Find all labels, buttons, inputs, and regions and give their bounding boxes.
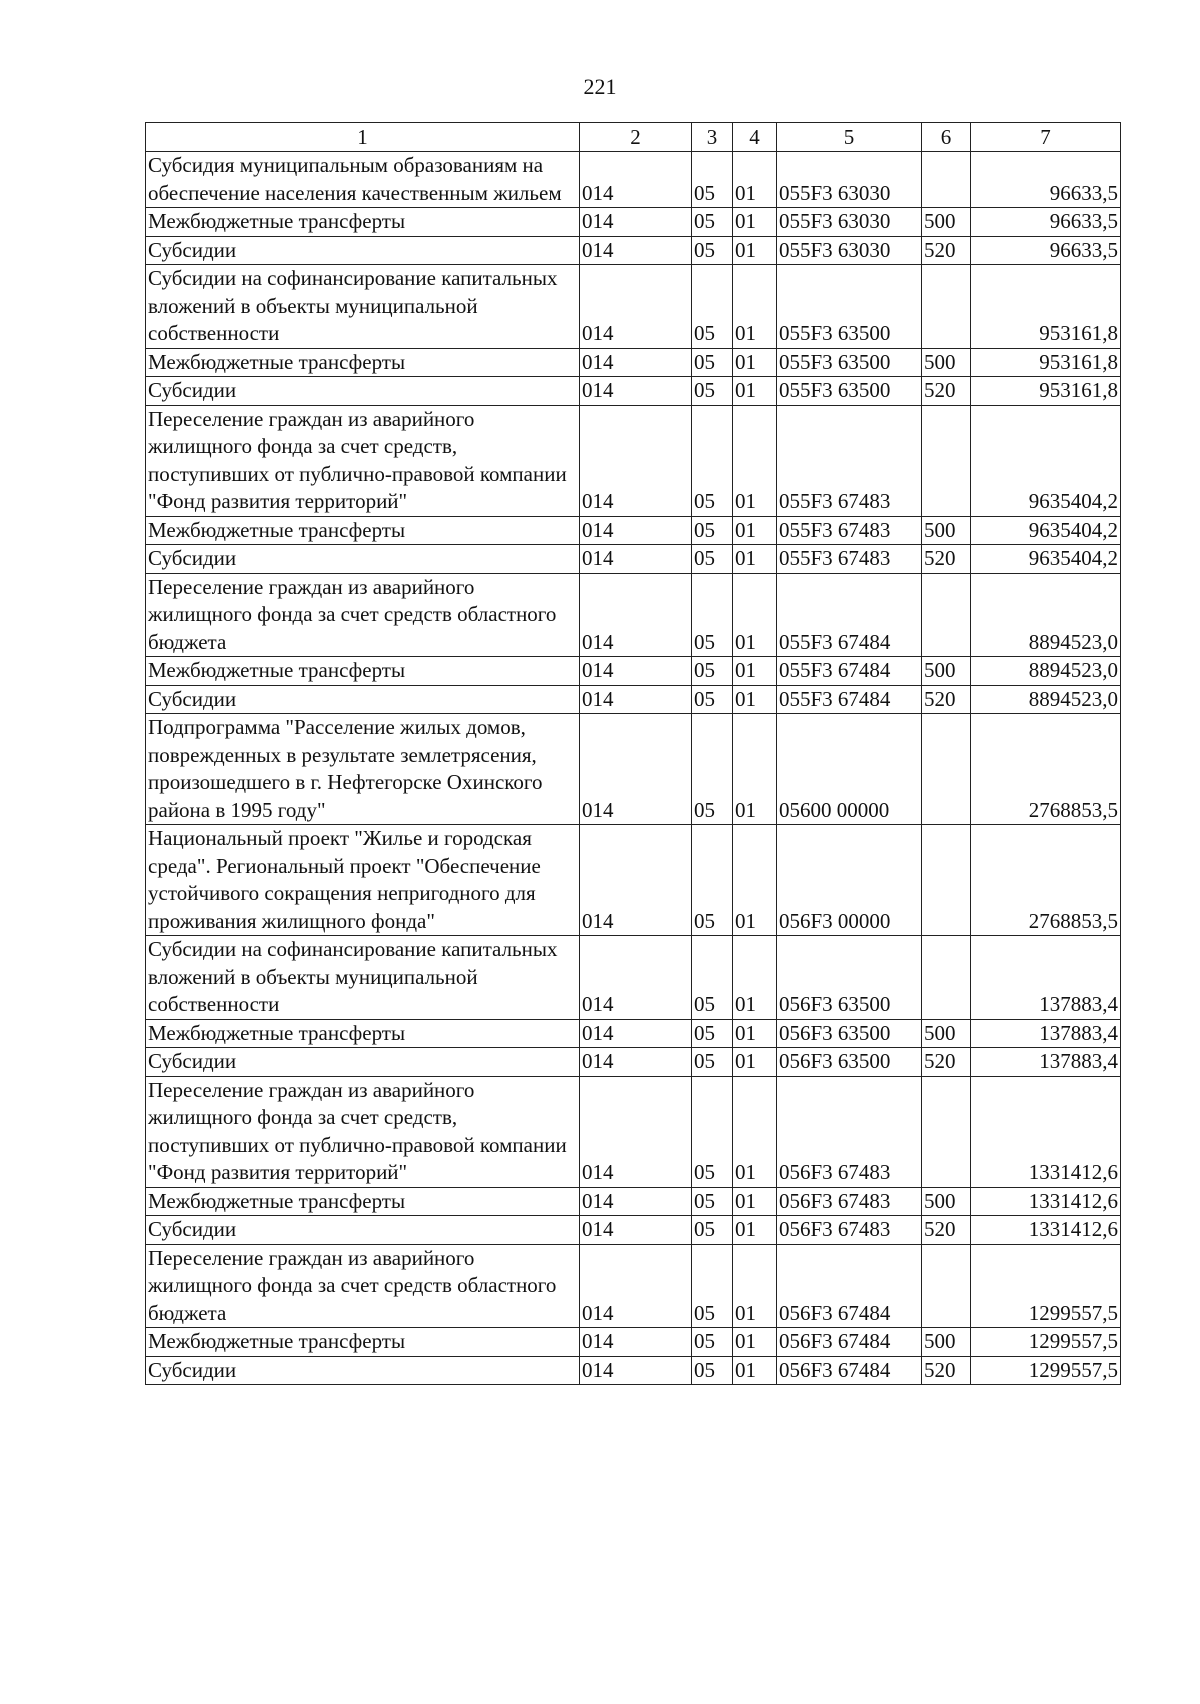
table-row bbox=[146, 152, 1121, 208]
ministry-code-cell: 014 bbox=[580, 825, 692, 936]
expense-type-cell: 520 bbox=[922, 545, 971, 574]
ministry-code-cell: 014 bbox=[580, 1356, 692, 1385]
page-number: 221 bbox=[583, 74, 617, 99]
subsection-code-cell: 01 bbox=[733, 1244, 777, 1328]
target-article-cell: 056F3 00000 bbox=[777, 825, 922, 936]
row-name-cell: Субсидии bbox=[146, 1048, 580, 1077]
subsection-code-cell: 01 bbox=[733, 265, 777, 349]
target-article-cell: 056F3 67483 bbox=[777, 1216, 922, 1245]
section-code-cell: 05 bbox=[692, 545, 733, 574]
row-name-cell: Субсидии bbox=[146, 545, 580, 574]
target-article-cell: 055F3 63500 bbox=[777, 348, 922, 377]
expense-type-cell bbox=[922, 405, 971, 516]
expense-type-cell: 520 bbox=[922, 377, 971, 406]
target-article-cell: 055F3 67484 bbox=[777, 573, 922, 657]
amount-cell: 96633,5 bbox=[971, 152, 1121, 208]
target-article-cell: 055F3 63500 bbox=[777, 377, 922, 406]
target-article-cell: 056F3 67484 bbox=[777, 1244, 922, 1328]
row-name-cell: Переселение граждан из аварийного жилищного фонда за счет средств областного бюджета bbox=[146, 573, 580, 657]
subsection-code-cell: 01 bbox=[733, 377, 777, 406]
table-row bbox=[146, 1216, 1121, 1245]
target-article-cell: 056F3 67483 bbox=[777, 1076, 922, 1187]
expense-type-cell: 500 bbox=[922, 208, 971, 237]
row-name-cell: Субсидии bbox=[146, 1216, 580, 1245]
subsection-code-cell: 01 bbox=[733, 152, 777, 208]
section-code-cell: 05 bbox=[692, 1048, 733, 1077]
ministry-code-cell: 014 bbox=[580, 1328, 692, 1357]
row-name-cell: Субсидии на софинансирование капитальных вложений в объекты муниципальной собственности bbox=[146, 265, 580, 349]
subsection-code-cell: 01 bbox=[733, 573, 777, 657]
subsection-code-cell: 01 bbox=[733, 545, 777, 574]
section-code-cell: 05 bbox=[692, 1328, 733, 1357]
table-row bbox=[146, 714, 1121, 825]
ministry-code-cell: 014 bbox=[580, 208, 692, 237]
amount-cell: 1299557,5 bbox=[971, 1244, 1121, 1328]
expense-type-cell bbox=[922, 714, 971, 825]
subsection-code-cell: 01 bbox=[733, 405, 777, 516]
amount-cell: 8894523,0 bbox=[971, 657, 1121, 686]
expense-type-cell: 520 bbox=[922, 1048, 971, 1077]
amount-cell: 96633,5 bbox=[971, 236, 1121, 265]
expense-type-cell bbox=[922, 265, 971, 349]
amount-cell: 1331412,6 bbox=[971, 1187, 1121, 1216]
target-article-cell: 055F3 63030 bbox=[777, 152, 922, 208]
row-name-cell: Межбюджетные трансферты bbox=[146, 208, 580, 237]
amount-cell: 9635404,2 bbox=[971, 516, 1121, 545]
amount-cell: 8894523,0 bbox=[971, 573, 1121, 657]
table-row bbox=[146, 208, 1121, 237]
ministry-code-cell: 014 bbox=[580, 1048, 692, 1077]
table-row bbox=[146, 936, 1121, 1020]
subsection-code-cell: 01 bbox=[733, 1019, 777, 1048]
section-code-cell: 05 bbox=[692, 825, 733, 936]
target-article-cell: 055F3 67484 bbox=[777, 657, 922, 686]
expense-type-cell: 500 bbox=[922, 657, 971, 686]
expense-type-cell bbox=[922, 573, 971, 657]
ministry-code-cell: 014 bbox=[580, 265, 692, 349]
amount-cell: 96633,5 bbox=[971, 208, 1121, 237]
ministry-code-cell: 014 bbox=[580, 1076, 692, 1187]
row-name-cell: Субсидии bbox=[146, 1356, 580, 1385]
ministry-code-cell: 014 bbox=[580, 936, 692, 1020]
section-code-cell: 05 bbox=[692, 1356, 733, 1385]
ministry-code-cell: 014 bbox=[580, 714, 692, 825]
subsection-code-cell: 01 bbox=[733, 714, 777, 825]
expense-type-cell bbox=[922, 1244, 971, 1328]
ministry-code-cell: 014 bbox=[580, 1216, 692, 1245]
amount-cell: 2768853,5 bbox=[971, 825, 1121, 936]
target-article-cell: 055F3 67483 bbox=[777, 405, 922, 516]
section-code-cell: 05 bbox=[692, 1244, 733, 1328]
subsection-code-cell: 01 bbox=[733, 236, 777, 265]
amount-cell: 1331412,6 bbox=[971, 1216, 1121, 1245]
ministry-code-cell: 014 bbox=[580, 516, 692, 545]
target-article-cell: 056F3 63500 bbox=[777, 1048, 922, 1077]
subsection-code-cell: 01 bbox=[733, 348, 777, 377]
subsection-code-cell: 01 bbox=[733, 516, 777, 545]
expense-type-cell: 520 bbox=[922, 1216, 971, 1245]
table-row bbox=[146, 825, 1121, 936]
amount-cell: 137883,4 bbox=[971, 936, 1121, 1020]
expense-type-cell bbox=[922, 936, 971, 1020]
section-code-cell: 05 bbox=[692, 936, 733, 1020]
section-code-cell: 05 bbox=[692, 1076, 733, 1187]
section-code-cell: 05 bbox=[692, 236, 733, 265]
section-code-cell: 05 bbox=[692, 685, 733, 714]
ministry-code-cell: 014 bbox=[580, 1187, 692, 1216]
section-code-cell: 05 bbox=[692, 405, 733, 516]
amount-cell: 137883,4 bbox=[971, 1019, 1121, 1048]
section-code-cell: 05 bbox=[692, 573, 733, 657]
table-row bbox=[146, 1356, 1121, 1385]
target-article-cell: 056F3 63500 bbox=[777, 936, 922, 1020]
target-article-cell: 056F3 67484 bbox=[777, 1328, 922, 1357]
ministry-code-cell: 014 bbox=[580, 236, 692, 265]
subsection-code-cell: 01 bbox=[733, 1076, 777, 1187]
row-name-cell: Переселение граждан из аварийного жилищного фонда за счет средств, поступивших от публично-правовой компании "Фонд развития территорий" bbox=[146, 405, 580, 516]
ministry-code-cell: 014 bbox=[580, 405, 692, 516]
subsection-code-cell: 01 bbox=[733, 685, 777, 714]
subsection-code-cell: 01 bbox=[733, 936, 777, 1020]
row-name-cell: Межбюджетные трансферты bbox=[146, 516, 580, 545]
section-code-cell: 05 bbox=[692, 1187, 733, 1216]
table-row bbox=[146, 545, 1121, 574]
ministry-code-cell: 014 bbox=[580, 1019, 692, 1048]
amount-cell: 1299557,5 bbox=[971, 1328, 1121, 1357]
column-header: 6 bbox=[922, 123, 971, 152]
table-row bbox=[146, 405, 1121, 516]
section-code-cell: 05 bbox=[692, 152, 733, 208]
expense-type-cell: 500 bbox=[922, 516, 971, 545]
target-article-cell: 056F3 67484 bbox=[777, 1356, 922, 1385]
section-code-cell: 05 bbox=[692, 265, 733, 349]
ministry-code-cell: 014 bbox=[580, 685, 692, 714]
amount-cell: 2768853,5 bbox=[971, 714, 1121, 825]
ministry-code-cell: 014 bbox=[580, 152, 692, 208]
expense-type-cell: 520 bbox=[922, 685, 971, 714]
subsection-code-cell: 01 bbox=[733, 1216, 777, 1245]
row-name-cell: Межбюджетные трансферты bbox=[146, 657, 580, 686]
target-article-cell: 055F3 67483 bbox=[777, 545, 922, 574]
table-row bbox=[146, 573, 1121, 657]
table-row bbox=[146, 516, 1121, 545]
row-name-cell: Субсидии на софинансирование капитальных вложений в объекты муниципальной собственности bbox=[146, 936, 580, 1020]
row-name-cell: Межбюджетные трансферты bbox=[146, 1019, 580, 1048]
table-row bbox=[146, 348, 1121, 377]
amount-cell: 953161,8 bbox=[971, 377, 1121, 406]
expense-type-cell bbox=[922, 825, 971, 936]
expense-type-cell: 520 bbox=[922, 236, 971, 265]
expense-type-cell: 500 bbox=[922, 1187, 971, 1216]
table-row bbox=[146, 1048, 1121, 1077]
section-code-cell: 05 bbox=[692, 1019, 733, 1048]
expense-type-cell bbox=[922, 1076, 971, 1187]
table-row bbox=[146, 1187, 1121, 1216]
section-code-cell: 05 bbox=[692, 516, 733, 545]
subsection-code-cell: 01 bbox=[733, 657, 777, 686]
column-header: 3 bbox=[692, 123, 733, 152]
row-name-cell: Подпрограмма "Расселение жилых домов, поврежденных в результате землетрясения, произошедшего в г. Нефтегорске Охинского района в 1995 году" bbox=[146, 714, 580, 825]
amount-cell: 8894523,0 bbox=[971, 685, 1121, 714]
column-header: 4 bbox=[733, 123, 777, 152]
section-code-cell: 05 bbox=[692, 208, 733, 237]
ministry-code-cell: 014 bbox=[580, 1244, 692, 1328]
section-code-cell: 05 bbox=[692, 1216, 733, 1245]
column-header: 5 bbox=[777, 123, 922, 152]
amount-cell: 137883,4 bbox=[971, 1048, 1121, 1077]
subsection-code-cell: 01 bbox=[733, 825, 777, 936]
row-name-cell: Межбюджетные трансферты bbox=[146, 1328, 580, 1357]
header-row bbox=[146, 123, 1121, 152]
amount-cell: 1331412,6 bbox=[971, 1076, 1121, 1187]
section-code-cell: 05 bbox=[692, 348, 733, 377]
table-row bbox=[146, 1244, 1121, 1328]
ministry-code-cell: 014 bbox=[580, 573, 692, 657]
subsection-code-cell: 01 bbox=[733, 208, 777, 237]
subsection-code-cell: 01 bbox=[733, 1356, 777, 1385]
ministry-code-cell: 014 bbox=[580, 545, 692, 574]
row-name-cell: Межбюджетные трансферты bbox=[146, 348, 580, 377]
ministry-code-cell: 014 bbox=[580, 657, 692, 686]
ministry-code-cell: 014 bbox=[580, 348, 692, 377]
subsection-code-cell: 01 bbox=[733, 1048, 777, 1077]
column-header: 7 bbox=[971, 123, 1121, 152]
row-name-cell: Субсидия муниципальным образованиям на обеспечение населения качественным жильем bbox=[146, 152, 580, 208]
table-row bbox=[146, 685, 1121, 714]
table-row bbox=[146, 1328, 1121, 1357]
row-name-cell: Субсидии bbox=[146, 377, 580, 406]
expense-type-cell: 500 bbox=[922, 1328, 971, 1357]
table-row bbox=[146, 265, 1121, 349]
amount-cell: 953161,8 bbox=[971, 348, 1121, 377]
expense-type-cell: 500 bbox=[922, 348, 971, 377]
row-name-cell: Субсидии bbox=[146, 236, 580, 265]
target-article-cell: 055F3 63030 bbox=[777, 236, 922, 265]
target-article-cell: 056F3 63500 bbox=[777, 1019, 922, 1048]
table-row bbox=[146, 1076, 1121, 1187]
target-article-cell: 055F3 63030 bbox=[777, 208, 922, 237]
expense-type-cell: 500 bbox=[922, 1019, 971, 1048]
row-name-cell: Национальный проект "Жилье и городская среда". Региональный проект "Обеспечение устойчивого сокращения непригодного для проживания жилищного фонда" bbox=[146, 825, 580, 936]
target-article-cell: 055F3 63500 bbox=[777, 265, 922, 349]
table-row bbox=[146, 377, 1121, 406]
row-name-cell: Субсидии bbox=[146, 685, 580, 714]
amount-cell: 953161,8 bbox=[971, 265, 1121, 349]
section-code-cell: 05 bbox=[692, 714, 733, 825]
target-article-cell: 05600 00000 bbox=[777, 714, 922, 825]
amount-cell: 1299557,5 bbox=[971, 1356, 1121, 1385]
row-name-cell: Переселение граждан из аварийного жилищного фонда за счет средств областного бюджета bbox=[146, 1244, 580, 1328]
section-code-cell: 05 bbox=[692, 377, 733, 406]
target-article-cell: 055F3 67484 bbox=[777, 685, 922, 714]
subsection-code-cell: 01 bbox=[733, 1328, 777, 1357]
subsection-code-cell: 01 bbox=[733, 1187, 777, 1216]
column-header: 1 bbox=[146, 123, 580, 152]
target-article-cell: 055F3 67483 bbox=[777, 516, 922, 545]
amount-cell: 9635404,2 bbox=[971, 545, 1121, 574]
target-article-cell: 056F3 67483 bbox=[777, 1187, 922, 1216]
budget-table bbox=[145, 122, 1121, 1385]
expense-type-cell: 520 bbox=[922, 1356, 971, 1385]
row-name-cell: Переселение граждан из аварийного жилищного фонда за счет средств, поступивших от публично-правовой компании "Фонд развития территорий" bbox=[146, 1076, 580, 1187]
row-name-cell: Межбюджетные трансферты bbox=[146, 1187, 580, 1216]
table-row bbox=[146, 657, 1121, 686]
expense-type-cell bbox=[922, 152, 971, 208]
column-header: 2 bbox=[580, 123, 692, 152]
table-row bbox=[146, 1019, 1121, 1048]
ministry-code-cell: 014 bbox=[580, 377, 692, 406]
section-code-cell: 05 bbox=[692, 657, 733, 686]
amount-cell: 9635404,2 bbox=[971, 405, 1121, 516]
table-row bbox=[146, 236, 1121, 265]
